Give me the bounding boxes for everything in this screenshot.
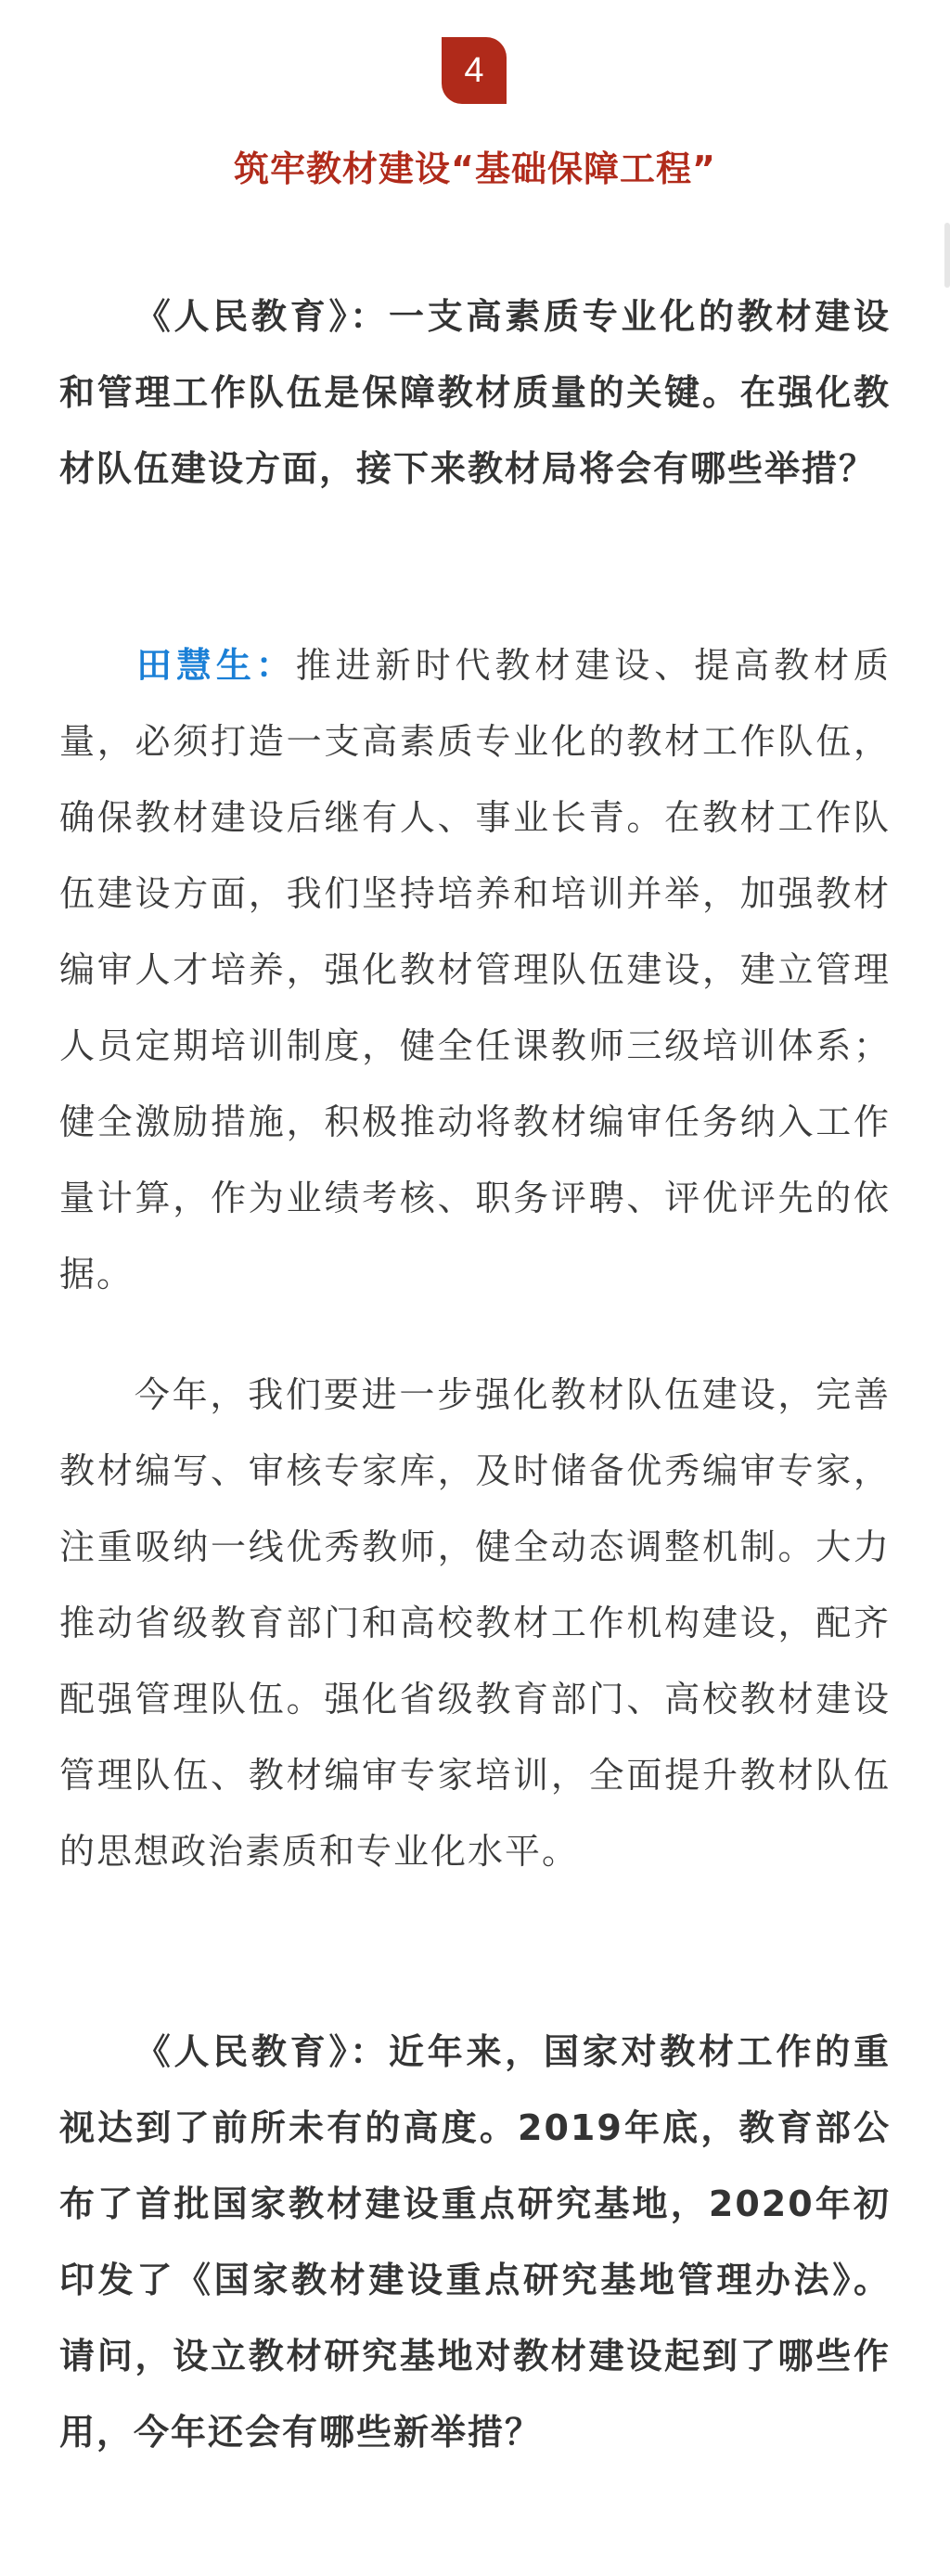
question-paragraph-2 <box>59 2014 891 2470</box>
answer-paragraph-1 <box>59 627 891 1312</box>
question-paragraph-1 <box>59 278 891 507</box>
section-number-badge: 4 <box>442 37 507 104</box>
answer-text: 推进新时代教材建设、提高教材质量，必须打造一支高素质专业化的教材工作队伍，确保教材建设后继有人、事业长青。在教材工作队伍建设方面，我们坚持培养和培训并举，加强教材编审人才培养，强化教材管理队伍建设，建立管理人员定期培训制度，健全任课教师三级培训体系；健全激励措施，积极推动将教材编审任务纳入工作量计算，作为业绩考核、职务评聘、评优评先的依据。 <box>59 645 891 1294</box>
question-text: 《人民教育》：一支高素质专业化的教材建设和管理工作队伍是保障教材质量的关键。在强化教材队伍建设方面，接下来教材局将会有哪些举措？ <box>59 296 891 489</box>
answer-paragraph-2 <box>59 1357 891 1889</box>
answer-text: 今年，我们要进一步强化教材队伍建设，完善教材编写、审核专家库，及时储备优秀编审专家，注重吸纳一线优秀教师，健全动态调整机制。大力推动省级教育部门和高校教材工作机构建设，配齐配强管理队伍。强化省级教育部门、高校教材建设管理队伍、教材编审专家培训，全面提升教材队伍的思想政治素质和专业化水平。 <box>59 1374 891 1872</box>
question-text: 《人民教育》：近年来，国家对教材工作的重视达到了前所未有的高度。2019年底，教育部公布了首批国家教材建设重点研究基地，2020年初印发了《国家教材建设重点研究基地管理办法》。请问，设立教材研究基地对教材建设起到了哪些作用，今年还会有哪些新举措？ <box>59 2031 891 2453</box>
speaker-name: 田慧生： <box>134 645 296 686</box>
section-title: 筑牢教材建设“基础保障工程” <box>234 148 716 189</box>
scrollbar[interactable] <box>944 223 950 288</box>
